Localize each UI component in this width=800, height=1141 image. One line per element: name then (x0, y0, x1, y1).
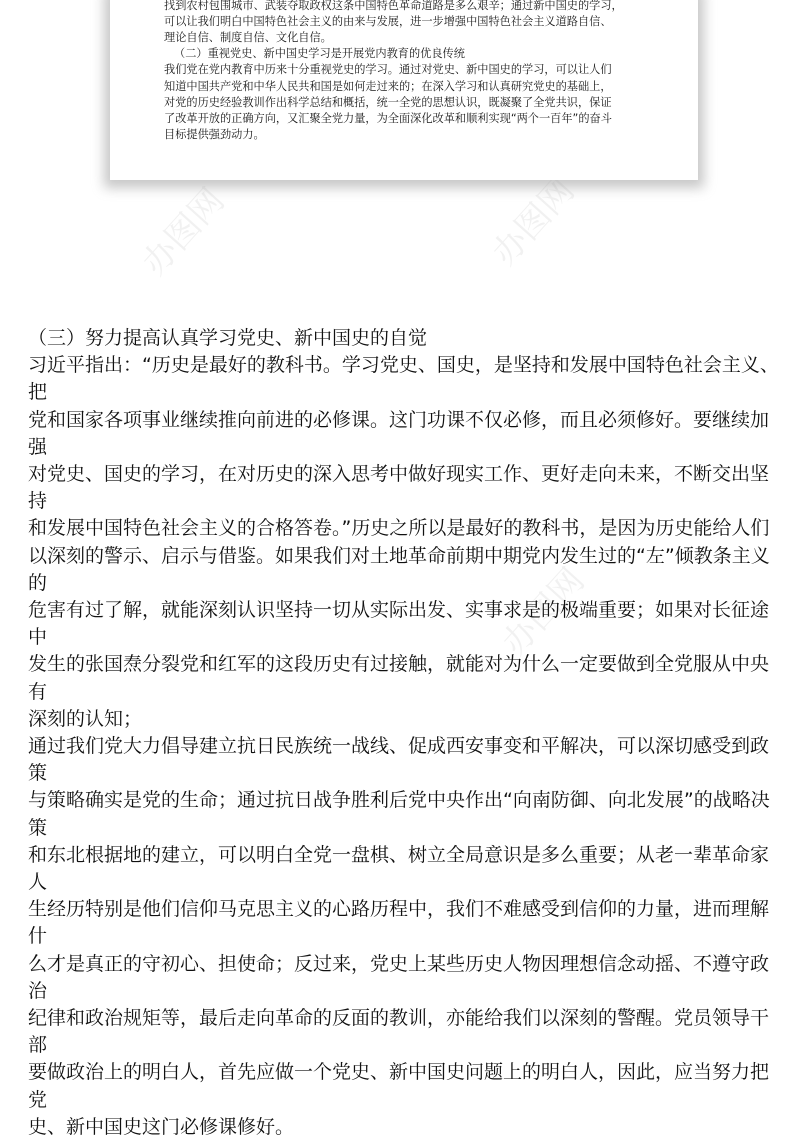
paragraph-1 (28, 352, 780, 733)
text-line: 习近平指出：“历史是最好的教科书。学习党史、国史，是坚持和发展中国特色社会主义、把 (28, 354, 779, 404)
text-line: 深刻的认知； (28, 707, 143, 730)
text-line: 史、新中国史这门必修课修好。 (28, 1115, 295, 1138)
slide-line: 了改革开放的正确方向，又汇聚全党力量，为全面深化改革和顺利实现“两个一百年”的奋斗 (164, 111, 612, 125)
text-line: 和东北根据地的建立，可以明白全党一盘棋、树立全局意识是多么重要；从老一辈革命家人 (28, 843, 770, 894)
text-line: 以深刻的警示、启示与借鉴。如果我们对土地革命前期中期党内发生过的“左”倾教条主义的 (28, 544, 770, 594)
slide-line: 理论自信、制度自信、文化自信。 (164, 31, 332, 45)
slide-line: 我们党在党内教育中历来十分重视党史的学习。通过对党史、新中国史的学习，可以让人们 (164, 63, 612, 77)
slide-subheading: （二）重视党史、新中国史学习是开展党内教育的优良传统 (174, 47, 465, 61)
section-heading: （三）努力提高认真学习党史、新中国史的自觉 (28, 327, 428, 349)
article (28, 325, 780, 1141)
paragraph-2 (28, 733, 780, 1141)
slide-line: 知道中国共产党和中华人民共和国是如何走过来的；在深入学习和认真研究党史的基础上， (164, 79, 612, 93)
slide-card (110, 0, 698, 180)
slide-line: 对党的历史经验教训作出科学总结和概括，统一全党的思想认识，既凝聚了全党共识，保证 (164, 95, 612, 109)
text-line: 发生的张国焘分裂党和红军的这段历史有过接触，就能对为什么一定要做到全党服从中央有 (28, 653, 770, 703)
text-line: 要做政治上的明白人，首先应做一个党史、新中国史问题上的明白人，因此，应当努力把党 (28, 1061, 770, 1111)
watermark: 办图网 (134, 180, 233, 284)
text-line: 纪律和政治规矩等，最后走向革命的反面的教训，亦能给我们以深刻的警醒。党员领导干部 (28, 1007, 770, 1057)
watermark: 办图网 (484, 170, 583, 274)
slide-line: 目标提供强劲动力。 (164, 127, 265, 141)
text-line: 么才是真正的守初心、担使命；反过来，党史上某些历史人物因理想信念动摇、不遵守政治 (28, 952, 770, 1002)
text-line: 危害有过了解，就能深刻认识坚持一切从实际出发、实事求是的极端重要；如果对长征途中 (28, 599, 770, 649)
slide-line: 找到农村包围城市、武装夺取政权这条中国特色革命道路是多么艰辛；通过新中国史的学习， (164, 0, 623, 13)
watermark: 办图网 (494, 560, 593, 664)
text-line: 党和国家各项事业继续推向前进的必修课。这门功课不仅必修，而且必须修好。要继续加强 (28, 408, 770, 458)
text-line: 生经历特别是他们信仰马克思主义的心路历程中，我们不难感受到信仰的力量，进而理解什 (28, 898, 770, 948)
text-line: 和发展中国特色社会主义的合格答卷。”历史之所以是最好的教科书，是因为历史能给人们 (28, 517, 770, 540)
slide-line: 可以让我们明白中国特色社会主义的由来与发展，进一步增强中国特色社会主义道路自信、 (164, 15, 612, 29)
text-line: 对党史、国史的学习，在对历史的深入思考中做好现实工作、更好走向未来，不断交出坚持 (28, 463, 770, 513)
text-line: 通过我们党大力倡导建立抗日民族统一战线、促成西安事变和平解决，可以深切感受到政策 (28, 735, 770, 785)
slide-body (164, 0, 684, 143)
text-line: 与策略确实是党的生命；通过抗日战争胜利后党中央作出“向南防御、向北发展”的战略决策 (28, 789, 770, 839)
